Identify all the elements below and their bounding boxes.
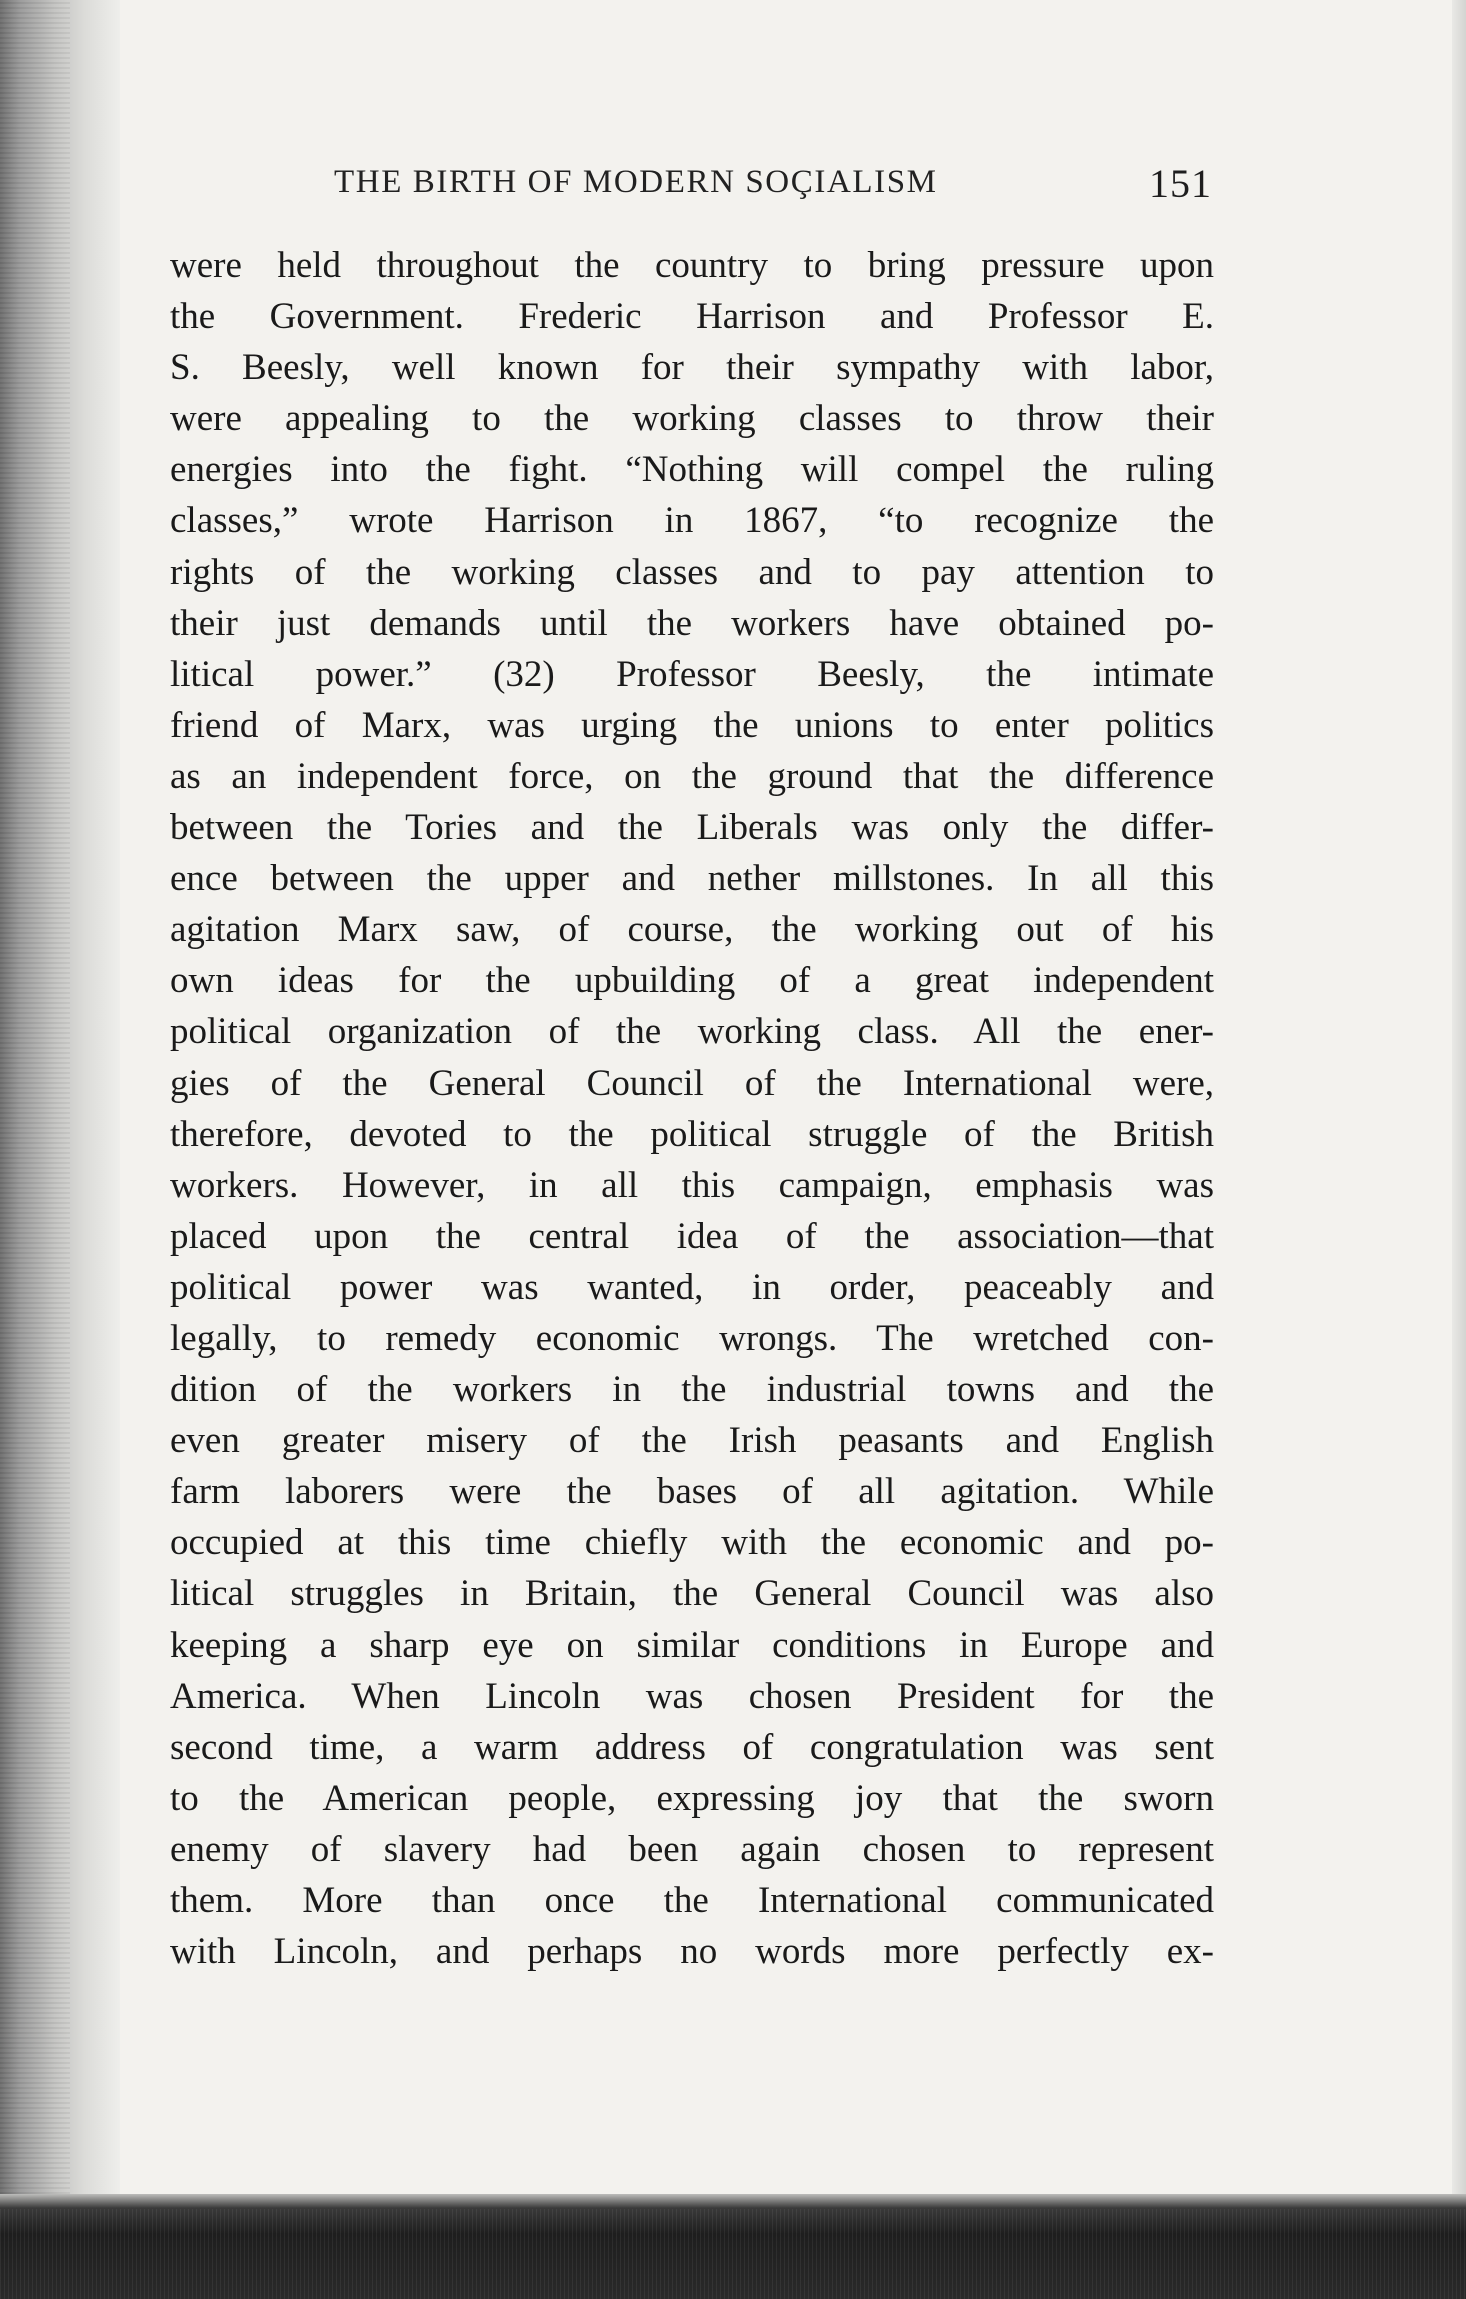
text-line: America. When Lincoln was chosen President for the xyxy=(170,1675,1214,1717)
text-line: placed upon the central idea of the association—that xyxy=(170,1215,1214,1257)
text-line: dition of the workers in the industrial towns and the xyxy=(170,1369,1214,1411)
text-line: farm laborers were the bases of all agitation. While xyxy=(170,1471,1214,1513)
text-line: rights of the working classes and to pay attention to xyxy=(170,551,1214,593)
text-line: to the American people, expressing joy that the sworn xyxy=(170,1777,1214,1819)
text-line: classes,” wrote Harrison in 1867, “to recognize the xyxy=(170,500,1214,542)
text-line: as an independent force, on the ground that the difference xyxy=(170,755,1214,797)
running-title: THE BIRTH OF MODERN SOÇIALISM xyxy=(334,164,938,200)
text-line: second time, a warm address of congratulation was sent xyxy=(170,1726,1214,1768)
gutter-texture xyxy=(0,0,70,2299)
text-line: political organization of the working class. All the ener- xyxy=(170,1011,1214,1053)
text-line: therefore, devoted to the political struggle of the British xyxy=(170,1113,1214,1155)
text-line: between the Tories and the Liberals was only the differ- xyxy=(170,807,1214,849)
text-line: energies into the fight. “Nothing will compel the ruling xyxy=(170,449,1214,491)
text-line: keeping a sharp eye on similar conditions in Europe and xyxy=(170,1624,1214,1666)
text-line: ence between the upper and nether millstones. In all this xyxy=(170,858,1214,900)
text-line: them. More than once the International communicated xyxy=(170,1880,1214,1921)
text-line: the Government. Frederic Harrison and Professor E. xyxy=(170,296,1214,338)
text-line: enemy of slavery had been again chosen to represent xyxy=(170,1828,1214,1870)
text-line: agitation Marx saw, of course, the working out of his xyxy=(170,909,1214,951)
page-header xyxy=(334,160,1212,216)
text-line: friend of Marx, was urging the unions to enter politics xyxy=(170,704,1214,746)
text-line: occupied at this time chiefly with the economic and po- xyxy=(170,1522,1214,1564)
text-line: with Lincoln, and perhaps no words more perfectly ex- xyxy=(170,1931,1214,1973)
text-line: legally, to remedy economic wrongs. The wretched con- xyxy=(170,1317,1214,1359)
text-line: litical power.” (32) Professor Beesly, the intimate xyxy=(170,653,1214,695)
text-line: gies of the General Council of the International were, xyxy=(170,1062,1214,1104)
body-text xyxy=(170,240,1214,1977)
text-line: were appealing to the working classes to throw their xyxy=(170,398,1214,440)
text-line: political power was wanted, in order, peaceably and xyxy=(170,1266,1214,1308)
scan-bottom-texture xyxy=(0,2209,1466,2299)
page-right-edge xyxy=(1452,0,1466,2299)
text-line: were held throughout the country to bring pressure upon xyxy=(170,245,1214,286)
text-line: their just demands until the workers have obtained po- xyxy=(170,602,1214,644)
text-line: litical struggles in Britain, the General Council was also xyxy=(170,1573,1214,1615)
text-line: workers. However, in all this campaign, emphasis was xyxy=(170,1164,1214,1206)
page-number: 151 xyxy=(1149,161,1212,206)
text-line: own ideas for the upbuilding of a great independent xyxy=(170,960,1214,1002)
text-line: even greater misery of the Irish peasants and English xyxy=(170,1420,1214,1462)
text-line: S. Beesly, well known for their sympathy with labor, xyxy=(170,347,1214,389)
